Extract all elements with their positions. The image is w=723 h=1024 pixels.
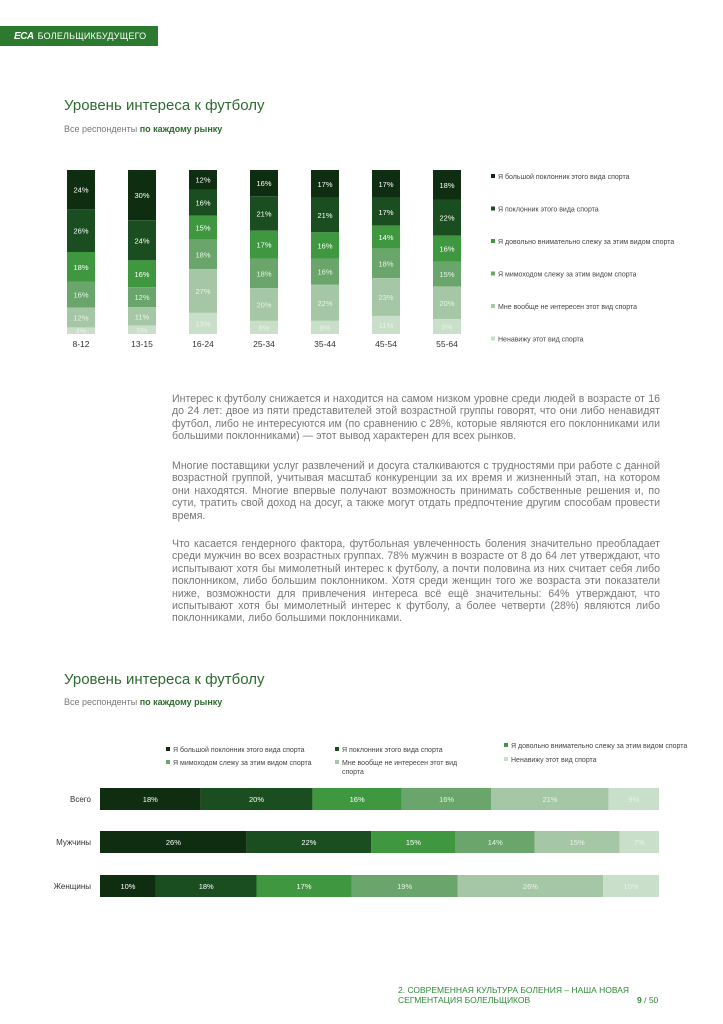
bar-value-label: 24%	[134, 236, 150, 246]
bar-value-label: 7%	[633, 838, 645, 847]
page-current: 9	[637, 995, 642, 1005]
page-number	[637, 995, 658, 1005]
bar-value-label: 27%	[195, 286, 211, 296]
legend-swatch	[491, 337, 495, 341]
chart2-subtitle-prefix: Все респонденты	[64, 697, 138, 707]
paragraph-1: Интерес к футболу снижается и находится на самом низком уровне среди людей в возрасте от 16 до 24 лет: двое из пяти представителей этой возрастной группы говорят, что они либо ненавидят футбол, либо не интересуются им (по сравнению с 28%, которые являются его поклонниками или большими поклонниками) — этот вывод характерен для всех рынков.	[172, 393, 660, 443]
bar-value-label: 12%	[195, 175, 211, 185]
legend-swatch	[491, 272, 495, 276]
brand-name: БОЛЕЛЬЩИКБУДУЩЕГО	[37, 31, 147, 41]
chart2-subtitle	[64, 697, 222, 707]
bar-value-label: 11%	[134, 312, 150, 322]
page-total: / 50	[644, 995, 659, 1005]
bar-value-label: 8%	[258, 323, 270, 333]
legend-label: Ненавижу этот вид спорта	[498, 336, 584, 344]
bar-value-label: 17%	[317, 179, 333, 189]
paragraph-3: Что касается гендерного фактора, футбольная увлеченность боления значительно преобладает среди мужчин во всех возрастных группах. 78% мужчин в возрасте от 8 до 64 лет утверждают, что испытывают хотя бы мимолетный интерес к футболу, а почти половина из них считает себя либо поклонником, либо большим поклонником. Хотя среди женщин того же возраста эти показатели ниже, возможности для привлечения интереса всё ещё значительны: 64% утверждают, что испытывают хотя бы мимолетный интерес к футболу, а более четверти (28%) являются либо поклонниками, либо большими поклонниками.	[172, 538, 660, 625]
footer-section-title: 2. СОВРЕМЕННАЯ КУЛЬТУРА БОЛЕНИЯ – НАША НОВАЯ СЕГМЕНТАЦИЯ БОЛЕЛЬЩИКОВ	[398, 985, 630, 1005]
legend-label: Я довольно внимательно слежу за этим видом спорта	[511, 743, 688, 750]
y-tick-label: Женщины	[53, 882, 91, 891]
legend-swatch	[491, 174, 495, 178]
logo: ECA	[14, 30, 34, 42]
x-tick-label: 35-44	[314, 339, 336, 349]
bar-value-label: 22%	[439, 213, 455, 223]
y-tick-label: Всего	[70, 795, 91, 804]
legend-label: Мне вообще не интересен этот вид спорта	[498, 304, 638, 311]
chart1-subtitle-prefix: Все респонденты	[64, 124, 138, 134]
x-tick-label: 16-24	[192, 339, 214, 349]
age-interest-chart	[0, 160, 723, 360]
bar-value-label: 9%	[441, 322, 453, 332]
legend-label: Я поклонник этого вида спорта	[498, 206, 599, 214]
bar-value-label: 23%	[378, 293, 394, 303]
bar-value-label: 18%	[256, 269, 272, 279]
bar-value-label: 21%	[317, 211, 333, 221]
bar-value-label: 14%	[487, 838, 503, 847]
x-tick-label: 25-34	[253, 339, 275, 349]
bar-value-label: 20%	[256, 300, 272, 310]
bar-value-label: 16%	[349, 795, 365, 804]
legend-swatch	[491, 207, 495, 211]
legend-swatch	[335, 760, 339, 764]
bar-value-label: 15%	[569, 838, 585, 847]
bar-value-label: 18%	[439, 180, 455, 190]
legend-label: спорта	[342, 769, 364, 776]
x-tick-label: 8-12	[72, 339, 90, 349]
legend-label: Я мимоходом слежу за этим видом спорта	[498, 271, 637, 279]
bar-value-label: 16%	[439, 795, 455, 804]
bar-value-label: 30%	[134, 191, 150, 201]
bar-value-label: 26%	[522, 882, 538, 891]
bar-value-label: 18%	[73, 262, 89, 272]
bar-value-label: 21%	[256, 209, 272, 219]
bar-value-label: 17%	[378, 179, 394, 189]
bar-value-label: 12%	[134, 293, 150, 303]
legend-swatch	[166, 760, 170, 764]
legend-label: Я довольно внимательно слежу за этим видом спорта	[498, 239, 675, 246]
bar-value-label: 21%	[542, 795, 558, 804]
gender-interest-chart	[0, 740, 723, 905]
bar-value-label: 18%	[195, 250, 211, 260]
legend-swatch	[504, 743, 508, 747]
x-tick-label: 55-64	[436, 339, 458, 349]
legend-swatch	[166, 747, 170, 751]
bar-value-label: 19%	[397, 882, 413, 891]
bar-value-label: 15%	[195, 223, 211, 233]
bar-value-label: 26%	[165, 838, 181, 847]
chart1-subtitle	[64, 124, 222, 134]
y-tick-label: Мужчины	[56, 838, 91, 847]
legend-label: Я мимоходом слежу за этим видом спорта	[173, 760, 312, 767]
bar-value-label: 4%	[75, 326, 87, 336]
bar-value-label: 16%	[134, 269, 150, 279]
bar-value-label: 16%	[439, 244, 455, 254]
legend-label: Я большой поклонник этого вида спорта	[173, 747, 305, 754]
bar-value-label: 16%	[256, 179, 272, 189]
bar-value-label: 10%	[120, 882, 136, 891]
bar-value-label: 16%	[317, 267, 333, 277]
legend-swatch	[335, 747, 339, 751]
legend-swatch	[504, 757, 508, 761]
chart1-title: Уровень интереса к футболу	[64, 97, 265, 114]
bar-value-label: 20%	[439, 298, 455, 308]
header-bar	[0, 26, 158, 46]
bar-value-label: 14%	[378, 233, 394, 243]
x-tick-label: 13-15	[131, 339, 153, 349]
bar-value-label: 22%	[301, 838, 317, 847]
bar-value-label: 10%	[623, 882, 639, 891]
bar-value-label: 12%	[73, 313, 89, 323]
bar-value-label: 8%	[319, 323, 331, 333]
x-tick-label: 45-54	[375, 339, 397, 349]
bar-value-label: 17%	[378, 207, 394, 217]
legend-label: Мне вообще не интересен этот вид	[342, 760, 458, 767]
bar-value-label: 16%	[73, 290, 89, 300]
bar-value-label: 15%	[405, 838, 421, 847]
bar-value-label: 13%	[195, 319, 211, 329]
bar-value-label: 22%	[317, 298, 333, 308]
bar-value-label: 24%	[73, 185, 89, 195]
bar-value-label: 9%	[628, 795, 640, 804]
bar-value-label: 16%	[195, 198, 211, 208]
bar-value-label: 26%	[73, 226, 89, 236]
paragraph-2: Многие поставщики услуг развлечений и досуга сталкиваются с трудностями при работе с данной возрастной группой, учитывая масштаб конкуренции за их время и жизненный этап, на котором они находятся. Многие впервые получают возможность принимать собственные решения и, по сути, тратить свой доход на досуг, а также могут отдать предпочтение другим способам провести время.	[172, 460, 660, 522]
legend-swatch	[491, 304, 495, 308]
legend-label: Я поклонник этого вида спорта	[342, 747, 443, 754]
legend-label: Ненавижу этот вид спорта	[511, 757, 597, 764]
legend-label: Я большой поклонник этого вида спорта	[498, 174, 630, 181]
bar-value-label: 5%	[136, 325, 148, 335]
chart2-title: Уровень интереса к футболу	[64, 671, 265, 688]
bar-value-label: 16%	[317, 241, 333, 251]
legend-swatch	[491, 239, 495, 243]
bar-value-label: 17%	[296, 882, 312, 891]
bar-value-label: 18%	[142, 795, 158, 804]
chart2-subtitle-bold: по каждому рынку	[139, 697, 223, 707]
bar-value-label: 18%	[378, 259, 394, 269]
chart1-subtitle-bold: по каждому рынку	[139, 124, 223, 134]
bar-value-label: 17%	[256, 240, 272, 250]
bar-value-label: 18%	[198, 882, 214, 891]
bar-value-label: 11%	[378, 320, 394, 330]
bar-value-label: 20%	[249, 795, 265, 804]
bar-value-label: 15%	[439, 270, 455, 280]
